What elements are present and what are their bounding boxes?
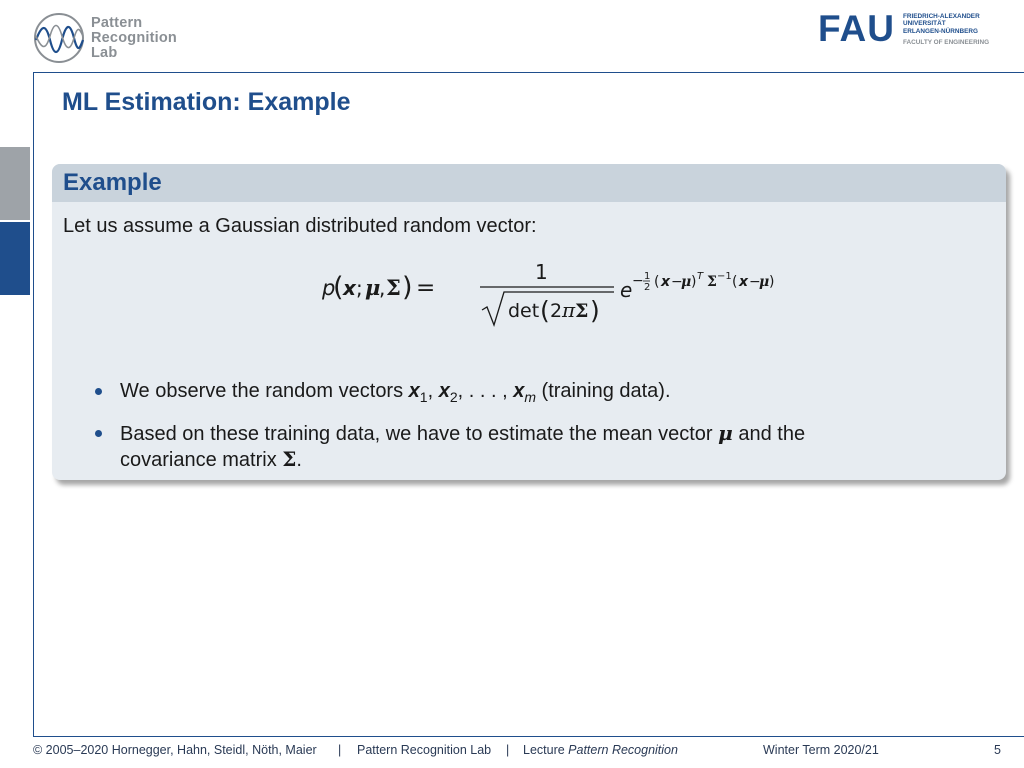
svg-text:1: 1 bbox=[644, 271, 651, 282]
bullet-2-line1-pre: Based on these training data, we have to estimate the mean vector bbox=[120, 423, 719, 445]
svg-text:x: x bbox=[343, 276, 356, 300]
bullet-list bbox=[92, 379, 972, 480]
list-item bbox=[92, 379, 972, 410]
svg-text:x: x bbox=[739, 274, 749, 290]
bullet-dot-icon bbox=[95, 388, 102, 395]
svg-text:π: π bbox=[562, 298, 576, 322]
svg-text:Σ: Σ bbox=[386, 275, 401, 300]
svg-text:det: det bbox=[508, 300, 540, 322]
fau-logo bbox=[818, 8, 990, 49]
fau-wordmark: FAU bbox=[818, 8, 895, 49]
fau-line-3: ERLANGEN-NÜRNBERG bbox=[903, 27, 978, 35]
svg-text:T: T bbox=[697, 271, 704, 282]
svg-text:e: e bbox=[620, 278, 633, 302]
fau-line-1: FRIEDRICH-ALEXANDER bbox=[903, 13, 980, 20]
footer-lab: Pattern Recognition Lab bbox=[357, 743, 492, 757]
svg-text:μ: μ bbox=[681, 274, 692, 290]
svg-text:−1: −1 bbox=[717, 271, 732, 282]
vector-x2: $x_2$ bbox=[438, 380, 458, 405]
section-tab-previous[interactable] bbox=[0, 147, 30, 220]
svg-text:Σ: Σ bbox=[575, 300, 589, 322]
svg-text:): ) bbox=[402, 272, 413, 303]
svg-text:2: 2 bbox=[550, 300, 563, 322]
svg-text:μ: μ bbox=[365, 275, 381, 300]
section-tab-current[interactable] bbox=[0, 222, 30, 295]
svg-text:=: = bbox=[416, 275, 436, 301]
lab-logo-line-3: Lab bbox=[91, 44, 118, 61]
vector-xm: $x_m$ bbox=[513, 380, 536, 405]
slide-title: ML Estimation: Example bbox=[62, 88, 351, 116]
svg-text:): ) bbox=[691, 274, 697, 290]
footer-divider bbox=[33, 736, 1024, 737]
example-block-title: Example bbox=[63, 169, 162, 196]
bullet-1-sep1: , bbox=[427, 380, 439, 402]
svg-text:x: x bbox=[661, 274, 671, 290]
lab-logo-line-2: Recognition bbox=[91, 29, 177, 46]
intro-text: Let us assume a Gaussian distributed random vector: bbox=[63, 215, 537, 237]
left-frame-line bbox=[33, 72, 34, 736]
gaussian-density-formula bbox=[322, 255, 862, 335]
svg-text:,: , bbox=[379, 276, 386, 300]
svg-text:1: 1 bbox=[535, 260, 548, 284]
example-block-header bbox=[52, 164, 1006, 202]
svg-text:μ: μ bbox=[759, 274, 770, 290]
svg-text:−: − bbox=[632, 273, 644, 289]
footer-separator-2: | bbox=[506, 743, 510, 757]
svg-text:;: ; bbox=[356, 276, 363, 300]
svg-text:(: ( bbox=[540, 296, 550, 325]
list-item bbox=[92, 421, 972, 473]
footer-separator-1: | bbox=[338, 743, 342, 757]
vector-x1: $x_1$ bbox=[408, 380, 428, 405]
example-block-body bbox=[52, 202, 1006, 238]
fau-line-2: UNIVERSITÄT bbox=[903, 20, 946, 28]
lab-logo-icon bbox=[33, 12, 85, 64]
fau-faculty: FACULTY OF ENGINEERING bbox=[903, 39, 990, 47]
footer-lecture-name: Pattern Recognition bbox=[568, 743, 678, 757]
svg-text:p: p bbox=[322, 276, 336, 300]
bullet-1-sep2: , . . . , bbox=[457, 380, 514, 402]
svg-text:(: ( bbox=[732, 274, 738, 290]
bullet-2-line2-pre: covariance matrix bbox=[120, 449, 283, 471]
svg-text:(: ( bbox=[654, 274, 660, 290]
sigma-symbol: Σ bbox=[282, 447, 297, 471]
bullet-1-post: (training data). bbox=[536, 380, 671, 402]
pattern-recognition-lab-logo bbox=[33, 12, 177, 64]
bullet-2-line1-post: and the bbox=[732, 423, 806, 445]
example-block bbox=[52, 164, 1006, 480]
mu-symbol: μ bbox=[718, 421, 733, 445]
footer-term: Winter Term 2020/21 bbox=[763, 743, 879, 757]
svg-text:(: ( bbox=[333, 272, 344, 303]
svg-text:−: − bbox=[671, 274, 683, 290]
footer-lecture-prefix: Lecture bbox=[523, 743, 569, 757]
svg-text:): ) bbox=[769, 274, 775, 290]
bullet-2-line2-post: . bbox=[296, 449, 302, 471]
svg-text:2: 2 bbox=[644, 282, 651, 293]
svg-text:−: − bbox=[749, 274, 761, 290]
svg-text:): ) bbox=[590, 296, 600, 325]
footer-lecture bbox=[523, 743, 678, 757]
bullet-dot-icon bbox=[95, 430, 102, 437]
svg-text:Σ: Σ bbox=[707, 274, 717, 290]
footer-copyright: © 2005–2020 Hornegger, Hahn, Steidl, Nöth, Maier bbox=[33, 743, 317, 757]
page-number: 5 bbox=[994, 743, 1001, 757]
bullet-1-pre: We observe the random vectors bbox=[120, 380, 409, 402]
header-divider bbox=[33, 72, 1024, 73]
lab-logo-line-1: Pattern bbox=[91, 14, 143, 31]
